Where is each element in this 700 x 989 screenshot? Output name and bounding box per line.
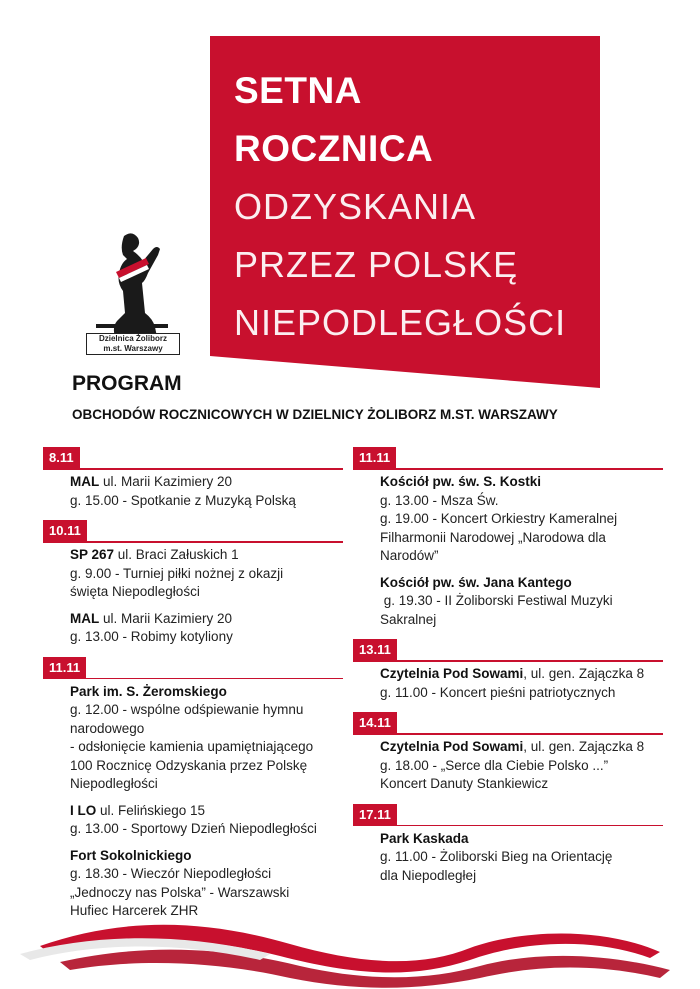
event-address: , ul. gen. Zajączka 8 [523, 666, 645, 681]
schedule-day [43, 520, 343, 647]
event-venue: Kościół pw. św. Jana Kantego [380, 574, 572, 590]
date-badge: 13.11 [353, 639, 397, 661]
event-location [380, 574, 663, 593]
main-title [234, 62, 566, 352]
logo-caption [86, 333, 180, 355]
event-detail-line: Narodów” [380, 548, 439, 563]
event-location [380, 473, 663, 492]
date-badge: 14.11 [353, 712, 397, 734]
event-item [380, 574, 663, 630]
event-detail-line: g. 18.30 - Wieczór Niepodległości [70, 866, 272, 881]
date-badge: 10.11 [43, 520, 87, 542]
date-divider [353, 825, 663, 827]
event-detail-line: Niepodległości [70, 776, 158, 791]
event-address: ul. Braci Załuskich 1 [114, 547, 239, 562]
event-detail-line: „Jednoczy nas Polska” - Warszawski [70, 884, 290, 900]
event-venue: Park Kaskada [380, 830, 469, 846]
event-item [380, 473, 663, 566]
event-detail-line: narodowego [70, 720, 145, 736]
date-header [43, 447, 343, 469]
title-line-4: PRZEZ POLSKĘ [234, 244, 519, 285]
event-detail-line: g. 11.00 - Koncert pieśni patriotycznych [380, 684, 616, 700]
event-address: , ul. gen. Zajączka 8 [523, 739, 645, 754]
event-item [70, 802, 343, 839]
event-detail-line: g. 19.00 - Koncert Orkiestry Kameralnej [380, 511, 618, 526]
program-subheading: OBCHODÓW ROCZNICOWYCH W DZIELNICY ŻOLIBORZ M.ST. WARSZAWY [72, 407, 558, 422]
event-detail-line: - odsłonięcie kamienia upamiętniającego [70, 739, 314, 754]
date-divider [43, 541, 343, 543]
event-detail-line: Hufiec Harcerek ZHR [70, 903, 199, 918]
date-badge: 11.11 [43, 657, 86, 679]
event-location [70, 610, 343, 629]
event-detail-line: g. 13.00 - Sportowy Dzień Niepodległości [70, 821, 317, 836]
event-item [380, 738, 663, 794]
schedule-right-column [353, 447, 663, 895]
program-heading: PROGRAM [72, 372, 182, 395]
event-location [70, 473, 343, 492]
date-header [353, 804, 663, 826]
event-detail-line: g. 9.00 - Turniej piłki nożnej z okazji [70, 565, 284, 581]
date-badge: 11.11 [353, 447, 396, 469]
date-header [353, 447, 663, 469]
event-address: ul. Marii Kazimiery 20 [99, 610, 233, 626]
date-badge: 8.11 [43, 447, 80, 469]
event-location [380, 830, 663, 849]
date-divider [353, 468, 663, 470]
event-detail-line: g. 18.00 - „Serce dla Ciebie Polsko ...” [380, 757, 609, 773]
event-venue: Park im. S. Żeromskiego [70, 683, 227, 699]
event-venue: Czytelnia Pod Sowami [380, 739, 524, 754]
event-location [70, 847, 343, 866]
event-venue: MAL [70, 474, 100, 489]
event-venue: I LO [70, 802, 97, 818]
event-detail-line: Koncert Danuty Stankiewicz [380, 776, 549, 791]
event-address: ul. Felińskiego 15 [96, 802, 206, 818]
event-detail-line: g. 13.00 - Msza Św. [380, 492, 499, 508]
event-detail-line: 100 Rocznicę Odzyskania przez Polskę [70, 757, 308, 773]
title-line-1: SETNA [234, 70, 362, 111]
event-venue: MAL [70, 610, 100, 626]
flag-ribbon-decoration [0, 908, 700, 989]
event-item [70, 546, 343, 602]
date-header [43, 657, 343, 679]
date-header [353, 639, 663, 661]
event-venue: Fort Sokolnickiego [70, 847, 192, 863]
date-divider [43, 468, 343, 470]
event-venue: Czytelnia Pod Sowami [380, 666, 524, 681]
event-item [380, 665, 663, 702]
date-divider [353, 733, 663, 735]
schedule-day [353, 804, 663, 886]
title-line-2: ROCZNICA [234, 128, 434, 169]
event-item [70, 610, 343, 647]
event-detail-line: g. 11.00 - Żoliborski Bieg na Orientację [380, 849, 613, 864]
event-location [380, 738, 663, 757]
event-detail-line: Filharmonii Narodowej „Narodowa dla [380, 529, 606, 545]
event-detail-line: g. 19.30 - II Żoliborski Festiwal Muzyki [380, 593, 613, 608]
schedule-day [43, 657, 343, 921]
schedule-day [353, 447, 663, 629]
event-location [70, 683, 343, 702]
title-line-5: NIEPODLEGŁOŚCI [234, 302, 567, 343]
event-item [70, 473, 343, 510]
date-divider [43, 678, 343, 680]
schedule-left-column [43, 447, 343, 931]
event-detail-line: g. 12.00 - wspólne odśpiewanie hymnu [70, 702, 304, 717]
logo-caption-line-1: Dzielnica Żoliborz [98, 334, 167, 343]
event-detail-line: święta Niepodległości [70, 584, 200, 599]
event-location [70, 802, 343, 821]
event-item [380, 830, 663, 886]
schedule-day [353, 639, 663, 702]
event-detail-line: Sakralnej [380, 611, 437, 627]
event-location [380, 665, 663, 684]
event-detail-line: dla Niepodległej [380, 867, 477, 883]
date-header [353, 712, 663, 734]
event-detail-line: g. 15.00 - Spotkanie z Muzyką Polską [70, 492, 296, 508]
event-venue: SP 267 [70, 547, 115, 562]
schedule-day [43, 447, 343, 510]
event-detail-line: g. 13.00 - Robimy kotyliony [70, 629, 233, 644]
date-header [43, 520, 343, 542]
date-badge: 17.11 [353, 804, 397, 826]
event-venue: Kościół pw. św. S. Kostki [380, 474, 542, 489]
event-item [70, 683, 343, 794]
date-divider [353, 660, 663, 662]
event-location [70, 546, 343, 565]
title-line-3: ODZYSKANIA [234, 186, 477, 227]
event-address: ul. Marii Kazimiery 20 [99, 474, 233, 489]
schedule-day [353, 712, 663, 794]
logo-caption-line-2: m.st. Warszawy [103, 344, 163, 353]
